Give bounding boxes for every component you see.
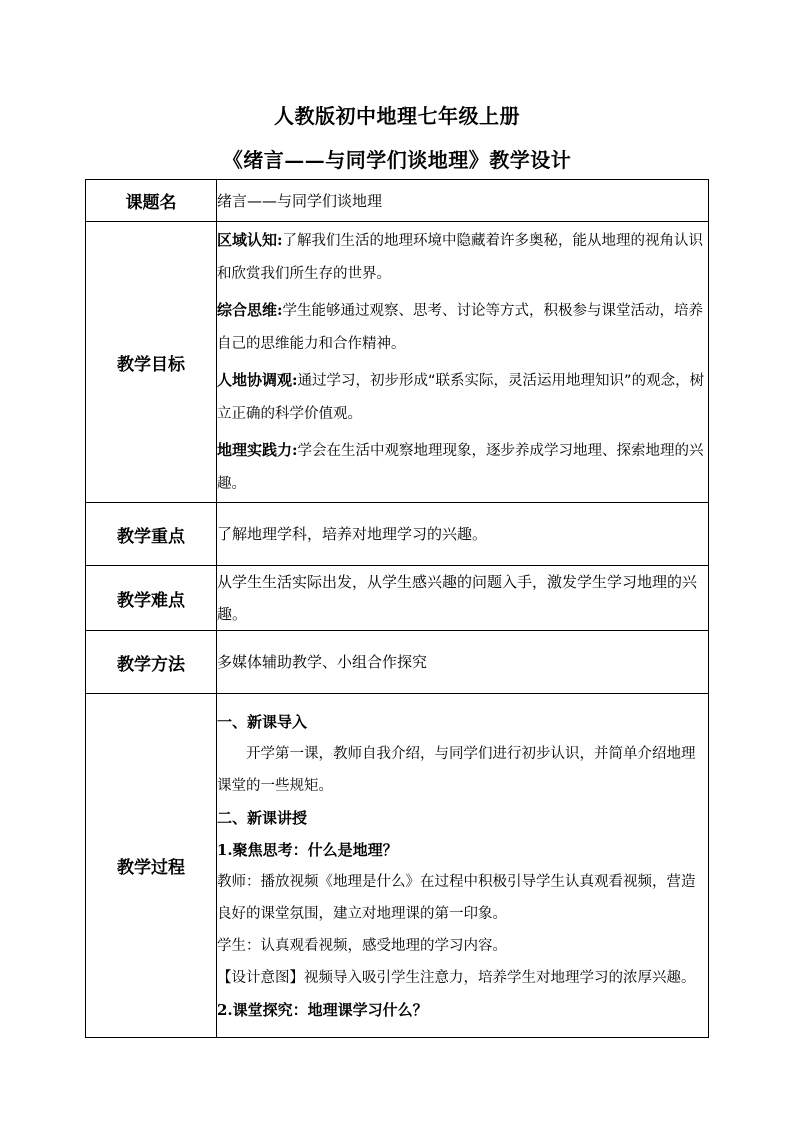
key-points-label: 教学重点 [86,503,217,566]
objective-text: 通过学习，初步形成“联系实际，灵活运用地理知识”的观念，树立正确的科学价值观。 [217,373,705,422]
process-row [86,694,709,1038]
methods-value: 多媒体辅助教学、小组合作探究 [217,631,709,694]
topic-row [86,180,709,222]
step1-title: 1.聚焦思考：什么是地理？ [217,840,398,859]
objective-text: 学生能够通过观察、思考、讨论等方式，积极参与课堂活动，培养自己的思维能力和合作精神。 [217,303,704,352]
objective-item [217,432,708,502]
objectives-row [86,222,709,503]
teacher-text: 教师：播放视频《地理是什么》在过程中积极引导学生认真观看视频，营造良好的课堂氛围，建立对地理课的第一印象。 [217,873,696,922]
section1-title: 一、新课导入 [217,712,308,731]
topic-label: 课题名 [86,180,217,222]
step2-title: 2.课堂探究：地理课学习什么？ [217,1000,428,1019]
objectives-content [217,222,709,503]
topic-value: 绪言——与同学们谈地理 [217,180,709,222]
objective-item [217,292,708,362]
document-title: 人教版初中地理七年级上册 [274,104,520,128]
objective-text: 学会在生活中观察地理现象，逐步养成学习地理、探索地理的兴趣。 [217,443,704,492]
document-subtitle: 《绪言——与同学们谈地理》教学设计 [222,148,572,172]
student-text: 学生：认真观看视频，感受地理的学习内容。 [217,937,507,954]
objective-name: 地理实践力: [217,441,298,459]
process-content [217,694,709,1038]
difficulties-label: 教学难点 [86,566,217,631]
objective-name: 区域认知: [217,231,283,249]
objective-item [217,362,708,432]
methods-label: 教学方法 [86,631,217,694]
difficulties-value: 从学生生活实际出发，从学生感兴趣的问题入手，激发学生学习地理的兴趣。 [217,566,709,631]
lesson-plan-table [85,179,709,1038]
objective-name: 综合思维: [217,301,283,319]
process-label: 教学过程 [86,694,217,1038]
key-points-value: 了解地理学科，培养对地理学习的兴趣。 [217,503,709,566]
objective-name: 人地协调观: [217,371,298,389]
key-points-row [86,503,709,566]
objective-item [217,222,708,292]
methods-row [86,631,709,694]
section1-text: 开学第一课，教师自我介绍，与同学们进行初步认识，并简单介绍地理课堂的一些规矩。 [217,745,696,794]
difficulties-row [86,566,709,631]
design-intent-text: 【设计意图】视频导入吸引学生注意力，培养学生对地理学习的浓厚兴趣。 [217,969,696,986]
section2-title: 二、新课讲授 [217,808,308,827]
objective-text: 了解我们生活的地理环境中隐藏着许多奥秘，能从地理的视角认识和欣赏我们所生存的世界。 [217,233,704,282]
objectives-label: 教学目标 [86,222,217,503]
